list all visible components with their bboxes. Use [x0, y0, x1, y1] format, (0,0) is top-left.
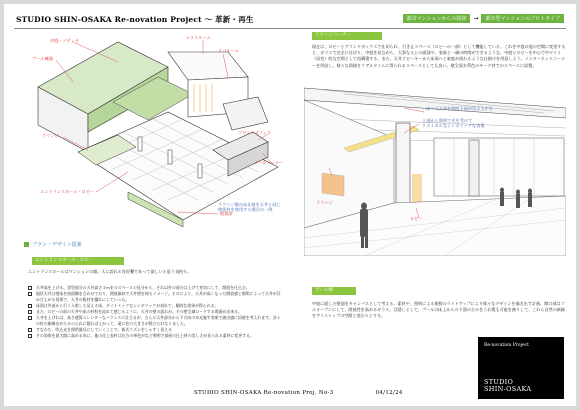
page-header	[16, 14, 564, 28]
flow-to: 都市型マンションのプロトタイプ	[481, 14, 564, 23]
page-title: STUDIO SHIN-OSAKA Re-novation Project 〜 革新・再生	[16, 15, 254, 24]
list-item: 天井高を上げる。蛍型部分の天井高さ３mをのスペースの見分から、それ以外の部分は上げて充実にして、開放を仕込む。	[28, 285, 282, 291]
brand-subtitle: Re-novation Project	[484, 343, 529, 348]
list-item: 床面は外部から行う入射した見える床、ダイナミックなシンボリックが表れて、劇的な効果が得られる。	[28, 303, 282, 309]
footer-project: STUDIO SHIN-OSAKA Re-novation Proj. No-3	[194, 390, 334, 396]
callout-restroom: レストルーム	[186, 35, 211, 40]
design-list	[28, 285, 282, 339]
arrow-right-icon: →	[473, 15, 479, 22]
brand-logo: STUDIO SHIN-OSAKA	[484, 378, 532, 393]
callout-planting: 植栽帯	[220, 211, 233, 216]
callout-lighting: 上部から照明で光を受けて リズミカルなシンボリックな表情	[422, 118, 485, 128]
callout-garden: 中庭・パティオ	[50, 38, 79, 43]
concept-flow	[403, 14, 564, 23]
list-item: その効果を最大限に高める為に、他の仕上表材は仕方の単色がなど照明で部屋の仕上材の美しさが見られる素材に変更する。	[28, 333, 282, 339]
bullet-icon	[24, 242, 29, 247]
pool-tag: プール棟	[312, 287, 356, 295]
lounge-tag: ラウンジコーナー	[312, 32, 382, 40]
checkbox-icon	[28, 286, 32, 290]
footer-date: 04/12/24	[375, 390, 403, 396]
label-lounge: ラウンジ	[316, 200, 333, 205]
checkbox-icon	[28, 334, 32, 338]
page-footer	[194, 390, 403, 396]
callout-front-office: フロントオフィス	[238, 130, 271, 135]
callout-spa-room: スパルーム	[218, 48, 239, 53]
header-rule	[14, 28, 566, 29]
checkbox-icon	[28, 316, 32, 320]
checkbox-icon	[28, 304, 32, 308]
note-lounge-floor: ラウンジ側の床仕様を天井と同じ 壁面材を使用する場合の一例	[218, 202, 281, 212]
list-item: 現状天井は壁床を皿面構を合わせており、開放傾向で天井照を保ちイメージ。そのにより、天井が高くなった開放感と照明によって天井が浮かび上がる効果で、天井の板材を優れにしていった。	[28, 291, 282, 303]
entrance-tag: エントランスホール・ロビー	[32, 257, 124, 265]
flow-from: 都市マンションからの脱却	[403, 14, 471, 23]
list-item: また、ロビーの前の天井や床の材料を流れて感じるように、天井の壁の流れが、その壁全域ロードする場面が出来る。	[28, 309, 282, 315]
document-sheet	[4, 4, 576, 406]
perspective-drawing	[304, 78, 566, 256]
callout-entrance-lobby: エントランスホール・ロビー	[40, 189, 95, 194]
design-heading	[24, 241, 82, 248]
lounge-text: 現在は、ロビーとブランドボックスで仕切られ、行き止スペース（ロビーの一部）として機能している。これを中庭の他の空間に変更すると、ガラスで完全に仕切り、中庭を見ながら、大事な人との面談や、家族と一緒の時間ができるような、中庭とロビーを中心で中ワイミ（居室）的な空間として再構築する。また、天井ズビーキーから床面へと東庭が流れるような仕掛けを用意しよう。インターネットコーナーを併設し、様々な情報をリアルタイムに得られるスペースとしても良い。壁全面水系色のチーク材でのスペースに設置。	[312, 44, 566, 68]
list-item: すなわち、吹込光を照明器具にしていくことで、新式リズムをしゃすく見える	[28, 327, 282, 333]
list-item: 天井を上げれば、高さ感算スレンダーなバランスに仕立るが、さらに天井部分から下方向の木光施す効果で演出感に回遊を考えれます。各々の柱の新陳出がたるのえれに限れば上がって、遠に柱の大きさが際立たれなりました。	[28, 315, 282, 327]
callout-lounge: ラウンジ	[42, 133, 59, 138]
callout-ceiling: 床リズ天井を照明下部が浮ぶ上がる	[426, 106, 493, 111]
design-intro: エントランスホールはマンションの顔。人に誇れる良好繋であって欲しいと思う気持ち。	[28, 269, 192, 274]
checkbox-icon	[28, 310, 32, 314]
checkbox-icon	[28, 292, 32, 296]
design-heading-text: プラン・デザイン提案	[32, 242, 82, 248]
callout-pool-hall: プール棟通	[32, 56, 53, 61]
checkbox-icon	[28, 328, 32, 332]
pool-text: 中庭に面した壁面をキャンバスとして考える。素材や、照明による新鮮のライトアップにより様々なデザインを描き出す計画。開口部はフルオープンにして、開放性を高めるガラス。目隠しとして、プールの床上からの下面の主みをうお寛も可能を務りして、これら自然の新緑をアイストップの空間と変わりとする。	[312, 301, 565, 319]
perspective-sketch	[304, 78, 566, 256]
brand-block	[478, 337, 564, 399]
callout-mail-corner: メールコーナー	[254, 160, 284, 165]
label-lobby: ロビー	[410, 216, 423, 221]
